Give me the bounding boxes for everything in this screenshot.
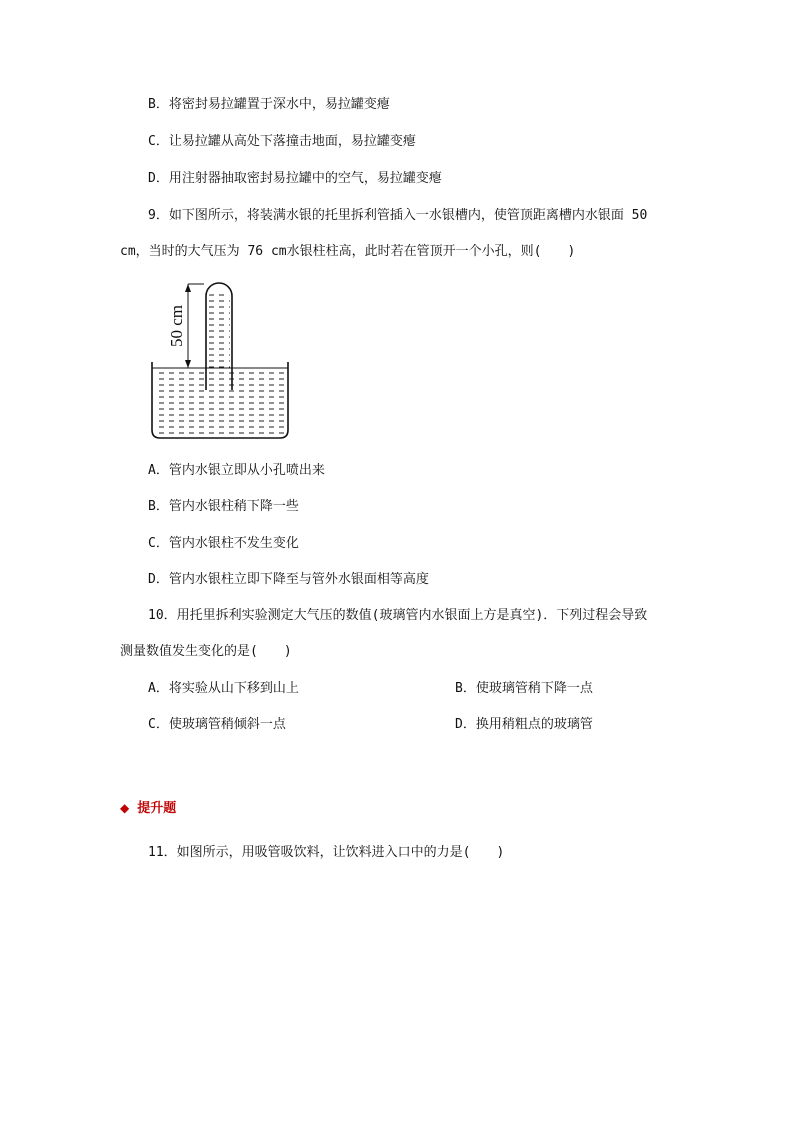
arrow-down-icon bbox=[185, 360, 191, 368]
q10-stem-line2: 测量数值发生变化的是( ) bbox=[120, 644, 292, 659]
torricelli-figure bbox=[148, 280, 298, 446]
arrow-up-icon bbox=[185, 284, 191, 292]
q10-option-a: A．将实验从山下移到山上 bbox=[148, 681, 299, 696]
q10-option-d: D．换用稍粗点的玻璃管 bbox=[455, 717, 593, 732]
q8-option-d: D．用注射器抽取密封易拉罐中的空气，易拉罐变瘪 bbox=[148, 171, 442, 186]
q10-option-b: B．使玻璃管稍下降一点 bbox=[455, 681, 593, 696]
section-heading bbox=[120, 799, 176, 818]
q10-stem-line1: 10．用托里拆利实验测定大气压的数值(玻璃管内水银面上方是真空)．下列过程会导致 bbox=[148, 608, 648, 623]
q9-option-b: B．管内水银柱稍下降一些 bbox=[148, 499, 299, 514]
torricelli-diagram bbox=[148, 280, 298, 442]
q9-stem-line1: 9．如下图所示，将装满水银的托里拆利管插入一水银槽内，使管顶距离槽内水银面 50 bbox=[148, 208, 648, 223]
section-title: 提升题 bbox=[137, 801, 177, 816]
q9-option-a: A．管内水银立即从小孔喷出来 bbox=[148, 463, 325, 478]
q9-option-c: C．管内水银柱不发生变化 bbox=[148, 536, 299, 551]
q10-option-c: C．使玻璃管稍倾斜一点 bbox=[148, 717, 286, 732]
tube-mercury bbox=[208, 290, 230, 388]
q9-stem-line2: cm，当时的大气压为 76 cm水银柱柱高，此时若在管顶开一个小孔，则( ) bbox=[120, 244, 576, 259]
diamond-bullet-icon: ◆ bbox=[120, 801, 130, 815]
q8-option-b: B．将密封易拉罐置于深水中，易拉罐变瘪 bbox=[148, 97, 390, 112]
figure-50cm-label: 50 cm bbox=[167, 304, 186, 348]
q11-stem-line1: 11．如图所示，用吸管吸饮料，让饮料进入口中的力是( ) bbox=[148, 845, 505, 860]
q8-option-c: C．让易拉罐从高处下落撞击地面，易拉罐变瘪 bbox=[148, 134, 416, 149]
q9-option-d: D．管内水银柱立即下降至与管外水银面相等高度 bbox=[148, 572, 429, 587]
